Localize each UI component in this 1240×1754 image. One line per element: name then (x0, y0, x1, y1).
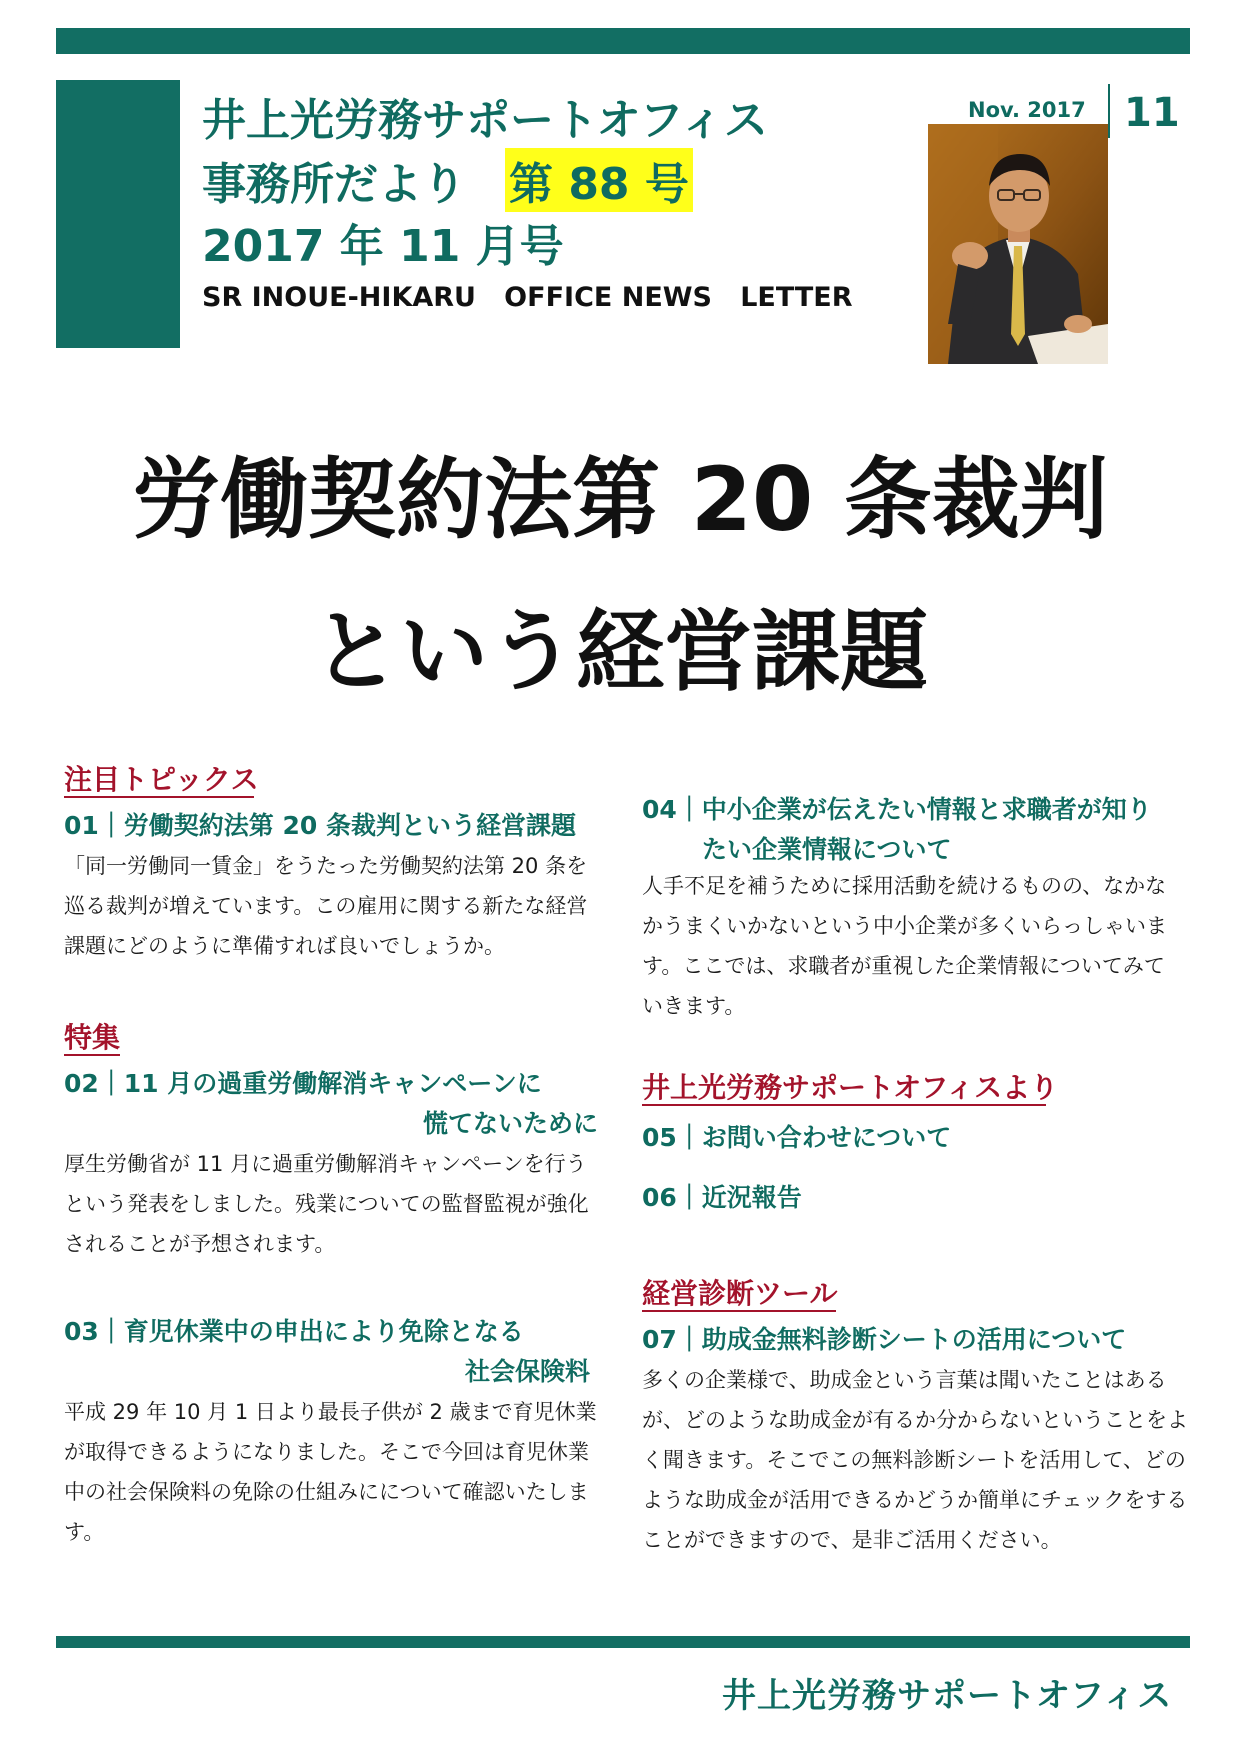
top-banner-bar (56, 28, 1190, 54)
header-issue-number: 第 88 号 (505, 148, 693, 212)
page-number: 11 (1124, 90, 1180, 136)
item-02-description: 厚生労働省が 11 月に過重労働解消キャンペーンを行うという発表をしました。残業についての監督監視が強化されることが予想されます。 (64, 1152, 589, 1256)
section-title-special-feature: 特集 (64, 1021, 121, 1054)
section-underline (642, 1310, 836, 1312)
header-english-title: SR INOUE-HIKARU OFFICE NEWS LETTER (202, 282, 853, 313)
bottom-banner-bar (56, 1636, 1190, 1648)
item-01-title[interactable]: 01｜労働契約法第 20 条裁判という経営課題 (64, 811, 576, 840)
item-02-title-line-2[interactable]: 慌てないために (422, 1109, 598, 1138)
item-06-title[interactable]: 06｜近況報告 (642, 1183, 802, 1212)
item-04-title-line-2[interactable]: たい企業情報について (702, 835, 952, 864)
section-underline (64, 1054, 120, 1056)
header-office-name: 井上光労務サポートオフィス (202, 95, 768, 146)
section-title-featured-topics: 注目トピックス (64, 763, 259, 796)
item-07-description: 多くの企業様で、助成金という言葉は聞いたことはあるが、どのような助成金が有るか分からないということをよく聞きます。そこでこの無料診断シートを活用して、どのような助成金が活用できるかどうか簡単にチェックをすることができますので、是非ご活用ください。 (642, 1368, 1188, 1552)
footer-office-name: 井上光労務サポートオフィス (722, 1676, 1173, 1716)
header-accent-block (56, 80, 180, 348)
item-01-description: 「同一労働同一賃金」をうたった労働契約法第 20 条を巡る裁判が増えています。この雇用に関する新たな経営課題にどのように準備すれば良いでしょうか。 (64, 854, 588, 958)
item-03-title-line-2[interactable]: 社会保険料 (464, 1357, 590, 1386)
author-portrait-photo (928, 124, 1108, 364)
section-title-diagnosis-tool: 経営診断ツール (642, 1277, 838, 1310)
item-04-description: 人手不足を補うために採用活動を続けるものの、なかなかうまくいかないという中小企業が多くいらっしゃいます。ここでは、求職者が重視した企業情報についてみていきます。 (642, 874, 1167, 1018)
month-label: Nov. 2017 (968, 98, 1086, 122)
item-04-title-line-1[interactable]: 04｜中小企業が伝えたい情報と求職者が知り (642, 795, 1152, 824)
section-underline (64, 796, 254, 798)
section-underline (642, 1104, 1046, 1106)
item-02-title-line-1[interactable]: 02｜11 月の過重労働解消キャンペーンに (64, 1069, 542, 1098)
header-newsletter-title: 事務所だより (202, 159, 466, 210)
header-issue-date: 2017 年 11 月号 (202, 221, 564, 272)
main-title-line-1: 労働契約法第 20 条裁判 (132, 448, 1108, 551)
section-title-from-office: 井上光労務サポートオフィスより (642, 1071, 1059, 1104)
item-05-title[interactable]: 05｜お問い合わせについて (642, 1123, 952, 1152)
month-divider (1108, 84, 1110, 138)
item-03-description: 平成 29 年 10 月 1 日より最長子供が 2 歳まで育児休業が取得できるようになりました。そこで今回は育児休業中の社会保険料の免除の仕組みにについて確認いたします。 (64, 1400, 597, 1544)
item-03-title-line-1[interactable]: 03｜育児休業中の申出により免除となる (64, 1317, 524, 1346)
item-07-title[interactable]: 07｜助成金無料診断シートの活用について (642, 1325, 1127, 1354)
main-title-line-2: という経営課題 (311, 600, 928, 703)
